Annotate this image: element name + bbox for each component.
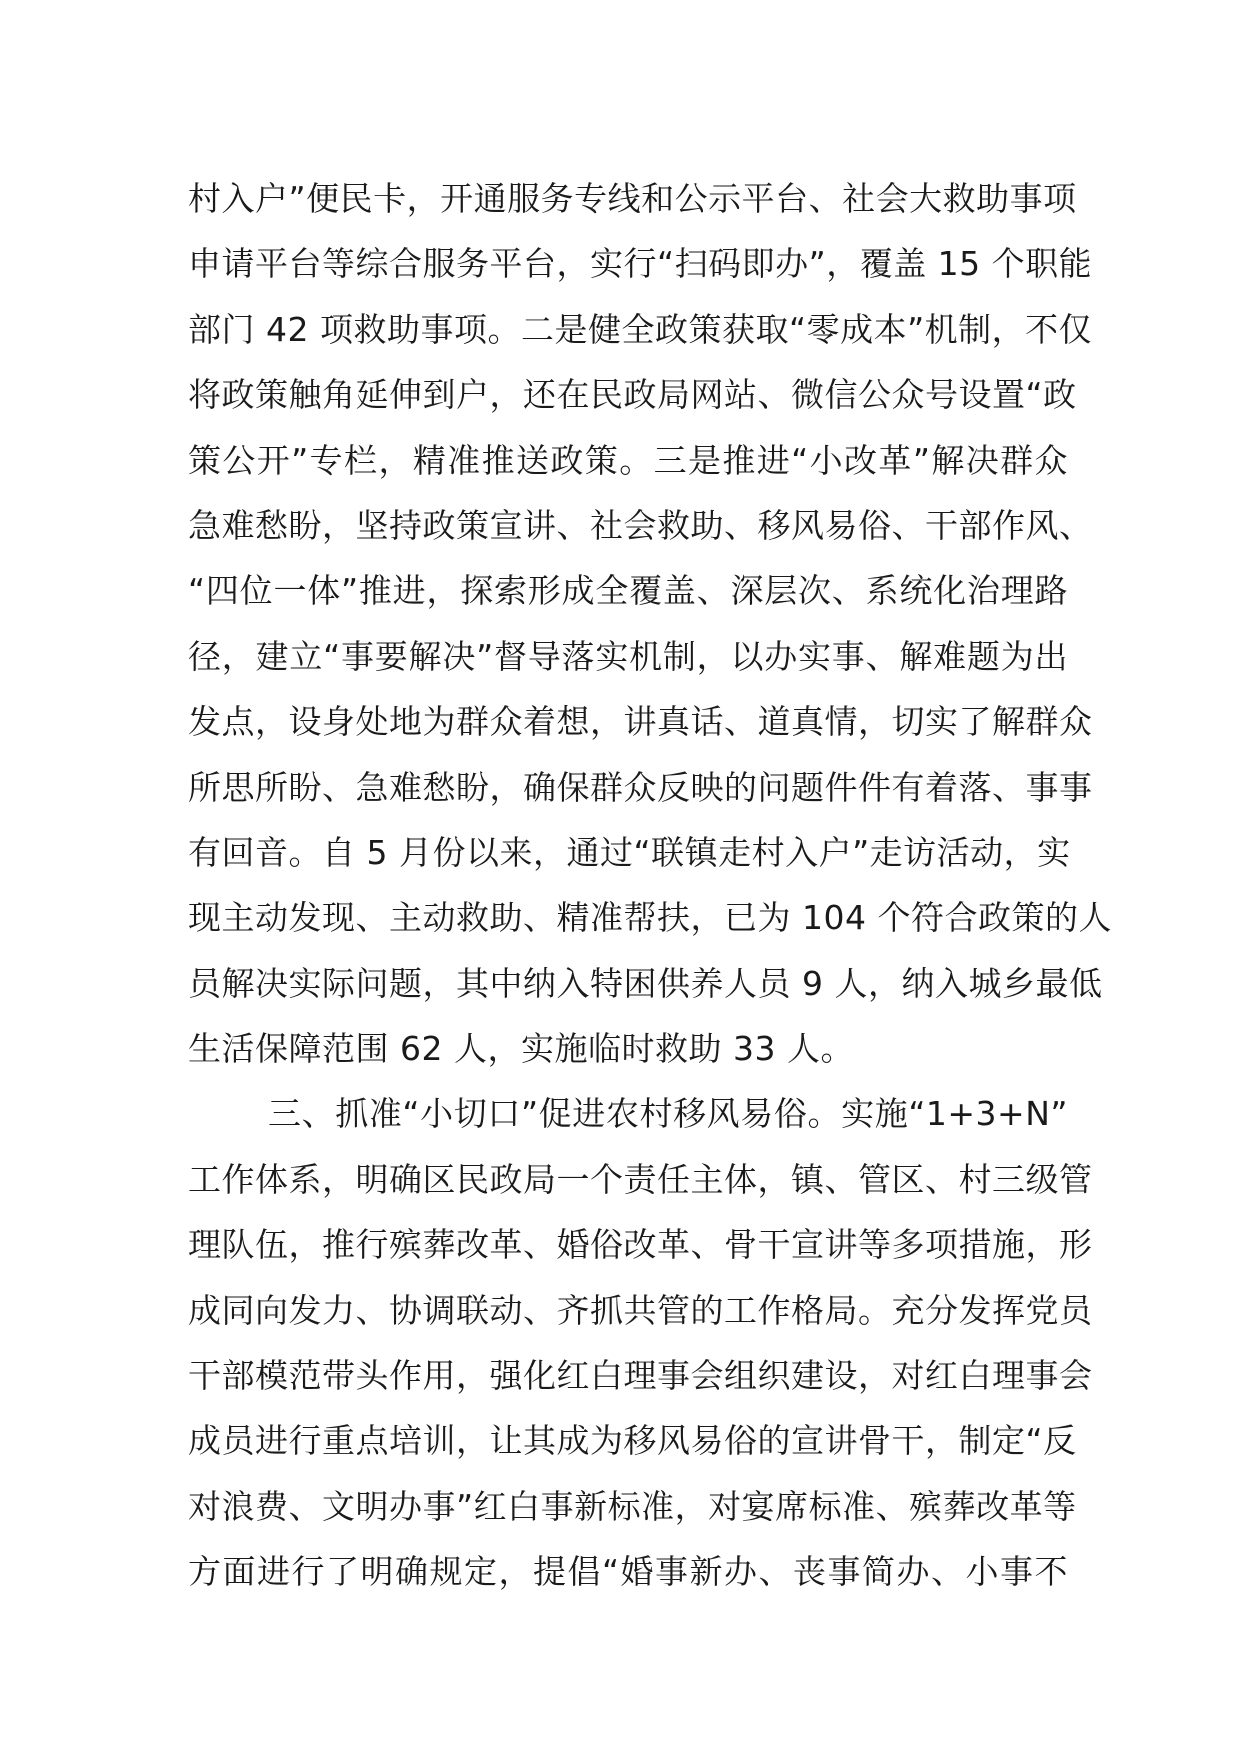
text-line: 对浪费、文明办事”红白事新标准，对宴席标准、殡葬改革等 (188, 1486, 1077, 1526)
text-line: 所思所盼、急难愁盼，确保群众反映的问题件件有着落、事事 (188, 767, 1093, 807)
text-line: “四位一体”推进，探索形成全覆盖、深层次、系统化治理路 (188, 571, 1068, 611)
text-line: 策公开”专栏，精准推送政策。三是推进“小改革”解决群众 (188, 440, 1068, 480)
section-heading-line: 三、抓准“小切口”促进农村移风易俗。实施“1+3+N” (268, 1094, 1068, 1134)
text-line: 方面进行了明确规定，提倡“婚事新办、丧事简办、小事不 (188, 1552, 1068, 1592)
text-line: 工作体系，明确区民政局一个责任主体，镇、管区、村三级管 (188, 1159, 1093, 1199)
text-line: 部门 42 项救助事项。二是健全政策获取“零成本”机制，不仅 (188, 309, 1093, 349)
text-line: 员解决实际问题，其中纳入特困供养人员 9 人，纳入城乡最低 (188, 963, 1103, 1003)
text-line: 径，建立“事要解决”督导落实机制，以办实事、解难题为出 (188, 636, 1068, 676)
text-line: 村入户”便民卡，开通服务专线和公示平台、社会大救助事项 (188, 179, 1077, 218)
text-line: 急难愁盼，坚持政策宣讲、社会救助、移风易俗、干部作风、 (188, 505, 1093, 545)
text-line: 将政策触角延伸到户，还在民政局网站、微信公众号设置“政 (188, 375, 1077, 415)
paragraph-last-line: 生活保障范围 62 人，实施临时救助 33 人。 (188, 1029, 854, 1069)
text-line: 干部模范带头作用，强化红白理事会组织建设，对红白理事会 (188, 1356, 1093, 1396)
body-text (188, 166, 1112, 1605)
text-line: 申请平台等综合服务平台，实行“扫码即办”，覆盖 15 个职能 (188, 244, 1093, 284)
text-line: 发点，设身处地为群众着想，讲真话、道真情，切实了解群众 (188, 702, 1093, 742)
text-line: 现主动发现、主动救助、精准帮扶，已为 104 个符合政策的人 (188, 898, 1112, 938)
text-line: 理队伍，推行殡葬改革、婚俗改革、骨干宣讲等多项措施，形 (188, 1225, 1093, 1265)
text-line: 成同向发力、协调联动、齐抓共管的工作格局。充分发挥党员 (188, 1290, 1093, 1330)
text-line: 成员进行重点培训，让其成为移风易俗的宣讲骨干，制定“反 (188, 1421, 1077, 1461)
text-line: 有回音。自 5 月份以来，通过“联镇走村入户”走访活动，实 (188, 832, 1071, 872)
